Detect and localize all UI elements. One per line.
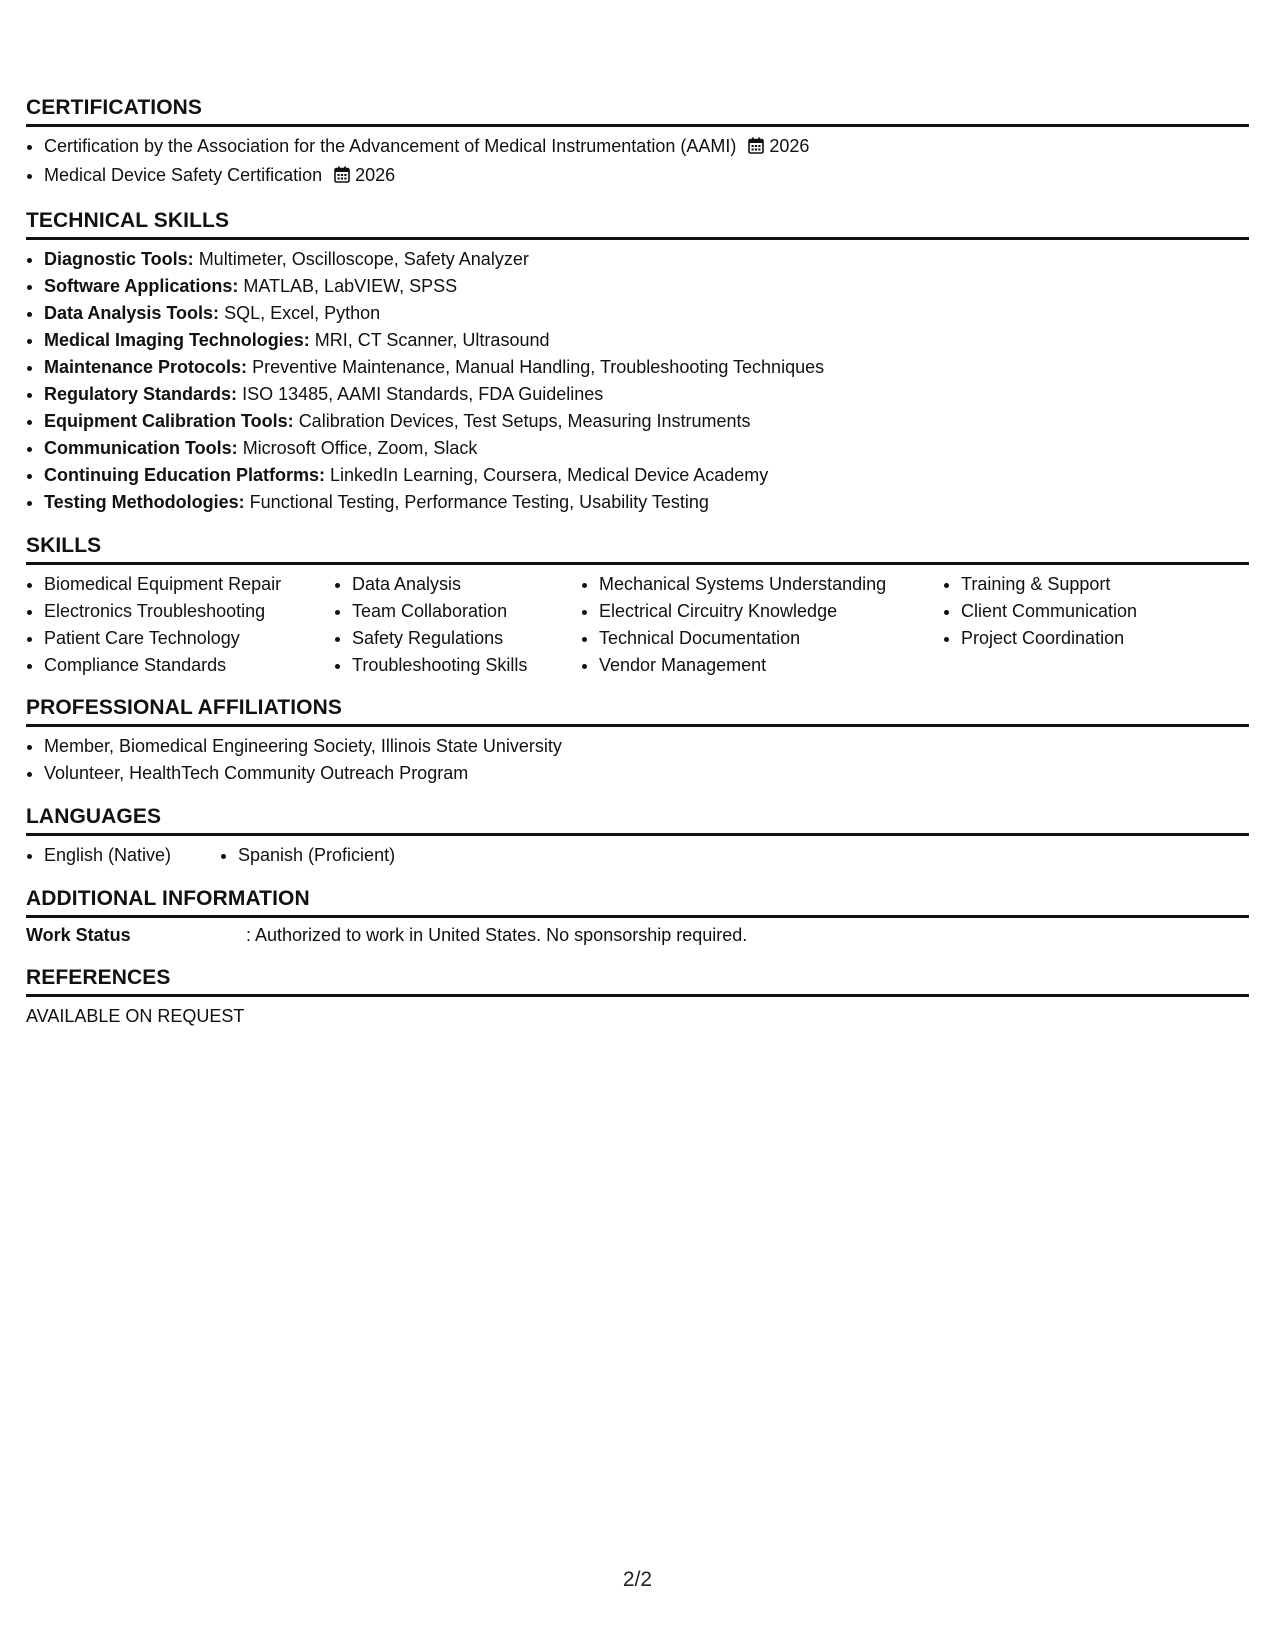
section-title: TECHNICAL SKILLS — [26, 209, 1249, 240]
skills-grid — [26, 571, 1249, 679]
skill-values: MRI, CT Scanner, Ultrasound — [314, 330, 550, 350]
skill-category: Maintenance Protocols: — [44, 357, 248, 377]
skill-category: Testing Methodologies: — [44, 492, 245, 512]
skills-column — [943, 571, 1211, 679]
list-item — [44, 246, 1249, 273]
list-item — [44, 133, 1249, 162]
skill-values: Functional Testing, Performance Testing, Usability Testing — [249, 492, 709, 512]
certification-list — [26, 133, 1249, 191]
list-item — [44, 435, 1249, 462]
list-item — [44, 462, 1249, 489]
language-column — [220, 842, 395, 869]
languages-section — [26, 805, 1249, 869]
skill-values: Multimeter, Oscilloscope, Safety Analyzer — [198, 249, 529, 269]
certification-name: Medical Device Safety Certification — [44, 165, 323, 185]
resume-page — [26, 96, 1249, 1029]
section-title: SKILLS — [26, 534, 1249, 565]
calendar-icon — [748, 135, 764, 162]
list-item — [44, 408, 1249, 435]
skill-values: Microsoft Office, Zoom, Slack — [242, 438, 478, 458]
skill-category: Equipment Calibration Tools: — [44, 411, 294, 431]
language-column — [26, 842, 220, 869]
list-item: • Troubleshooting Skills — [352, 652, 581, 679]
section-title: ADDITIONAL INFORMATION — [26, 887, 1249, 918]
section-title: PROFESSIONAL AFFILIATIONS — [26, 696, 1249, 727]
skill-values: MATLAB, LabVIEW, SPSS — [243, 276, 458, 296]
skill-category: Medical Imaging Technologies: — [44, 330, 310, 350]
certification-year: 2026 — [355, 165, 396, 185]
skill-category: Software Applications: — [44, 276, 239, 296]
list-item — [44, 489, 1249, 516]
skill-values: ISO 13485, AAMI Standards, FDA Guidelines — [242, 384, 604, 404]
list-item: • English (Native) — [44, 842, 220, 869]
section-title: REFERENCES — [26, 966, 1249, 997]
list-item: • Electrical Circuitry Knowledge — [599, 598, 943, 625]
list-item — [44, 300, 1249, 327]
list-item: • Biomedical Equipment Repair — [44, 571, 334, 598]
skill-category: Continuing Education Platforms: — [44, 465, 325, 485]
skills-column — [581, 571, 943, 679]
list-item: • Patient Care Technology — [44, 625, 334, 652]
list-item: • Team Collaboration — [352, 598, 581, 625]
list-item — [44, 327, 1249, 354]
list-item: • Volunteer, HealthTech Community Outreach Program — [44, 760, 1249, 787]
list-item: • Project Coordination — [961, 625, 1211, 652]
references-section — [26, 966, 1249, 1029]
certification-name: Certification by the Association for the Advancement of Medical Instrumentation (AAMI) — [44, 136, 737, 156]
additional-info-section — [26, 887, 1249, 948]
affiliations-section — [26, 696, 1249, 787]
skills-column — [334, 571, 581, 679]
languages-list — [26, 842, 1249, 869]
skill-values: SQL, Excel, Python — [224, 303, 381, 323]
list-item: • Electronics Troubleshooting — [44, 598, 334, 625]
work-status-row — [26, 922, 1249, 948]
list-item: • Safety Regulations — [352, 625, 581, 652]
list-item: • Member, Biomedical Engineering Society, Illinois State University — [44, 733, 1249, 760]
section-title: CERTIFICATIONS — [26, 96, 1249, 127]
work-status-value: : Authorized to work in United States. No sponsorship required. — [246, 925, 748, 945]
references-text: AVAILABLE ON REQUEST — [26, 1006, 245, 1026]
technical-skills-list — [26, 246, 1249, 516]
page-number: 2/2 — [622, 1568, 653, 1591]
list-item — [44, 381, 1249, 408]
skill-category: Diagnostic Tools: — [44, 249, 194, 269]
list-item: • Client Communication — [961, 598, 1211, 625]
skills-section — [26, 534, 1249, 679]
list-item: • Compliance Standards — [44, 652, 334, 679]
list-item — [44, 354, 1249, 381]
section-title: LANGUAGES — [26, 805, 1249, 836]
list-item: • Data Analysis — [352, 571, 581, 598]
skill-category: Communication Tools: — [44, 438, 238, 458]
certification-year: 2026 — [769, 136, 810, 156]
skill-values: Calibration Devices, Test Setups, Measuring Instruments — [298, 411, 751, 431]
skill-values: LinkedIn Learning, Coursera, Medical Device Academy — [330, 465, 769, 485]
work-status-label: Work Status — [26, 925, 131, 945]
skill-values: Preventive Maintenance, Manual Handling, Troubleshooting Techniques — [252, 357, 825, 377]
list-item: • Vendor Management — [599, 652, 943, 679]
list-item: • Technical Documentation — [599, 625, 943, 652]
certifications-section — [26, 96, 1249, 191]
list-item: • Spanish (Proficient) — [238, 842, 395, 869]
affiliations-list — [26, 733, 1249, 787]
skill-category: Regulatory Standards: — [44, 384, 238, 404]
list-item — [44, 162, 1249, 191]
list-item — [44, 273, 1249, 300]
skills-column — [26, 571, 334, 679]
list-item: • Mechanical Systems Understanding — [599, 571, 943, 598]
list-item: • Training & Support — [961, 571, 1211, 598]
skill-category: Data Analysis Tools: — [44, 303, 220, 323]
calendar-icon — [334, 164, 350, 191]
technical-skills-section — [26, 209, 1249, 516]
